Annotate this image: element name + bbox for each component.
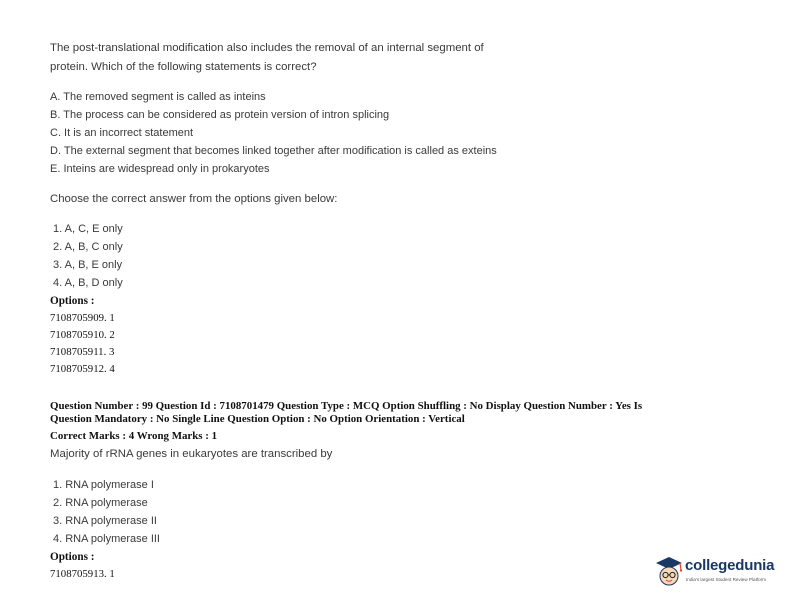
logo-tagline: India's largest Student Review Platform	[686, 577, 767, 582]
marks-line: Correct Marks : 4 Wrong Marks : 1	[50, 430, 218, 442]
option-id-4: 7108705912. 4	[50, 363, 115, 375]
option-id-1: 7108705909. 1	[50, 312, 115, 324]
choice-3: 3. A, B, E only	[53, 259, 123, 271]
question-stem-line-2: protein. Which of the following statements is correct?	[50, 61, 317, 73]
statement-c: C. It is an incorrect statement	[50, 127, 194, 139]
question-stem: Majority of rRNA genes in eukaryotes are transcribed by	[50, 448, 333, 460]
choice-3: 3. RNA polymerase II	[53, 515, 157, 527]
graduate-mascot-icon	[652, 555, 686, 589]
statement-b: B. The process can be considered as protein version of intron splicing	[50, 109, 390, 121]
collegedunia-logo	[652, 555, 790, 589]
logo-wordmark: collegedunia	[685, 557, 775, 574]
question-meta-line-1: Question Number : 99 Question Id : 7108701479 Question Type : MCQ Option Shuffling : No Display Question Number : Yes Is	[50, 400, 643, 412]
statement-d: D. The external segment that becomes linked together after modification is called as exteins	[50, 145, 497, 157]
option-id-1: 7108705913. 1	[50, 568, 115, 580]
instruction-text: Choose the correct answer from the options given below:	[50, 193, 338, 205]
options-label: Options :	[50, 295, 95, 307]
choice-4: 4. A, B, D only	[53, 277, 123, 289]
choice-1: 1. RNA polymerase I	[53, 479, 154, 491]
option-id-3: 7108705911. 3	[50, 346, 115, 358]
statement-e: E. Inteins are widespread only in prokaryotes	[50, 163, 270, 175]
statement-a: A. The removed segment is called as inteins	[50, 91, 266, 103]
options-label: Options :	[50, 551, 95, 563]
question-meta-line-2: Question Mandatory : No Single Line Question Option : No Option Orientation : Vertical	[50, 413, 465, 425]
choice-2: 2. A, B, C only	[53, 241, 123, 253]
choice-4: 4. RNA polymerase III	[53, 533, 160, 545]
choice-2: 2. RNA polymerase	[53, 497, 148, 509]
question-stem-line-1: The post-translational modification also includes the removal of an internal segment of	[50, 42, 484, 54]
choice-1: 1. A, C, E only	[53, 223, 123, 235]
option-id-2: 7108705910. 2	[50, 329, 115, 341]
